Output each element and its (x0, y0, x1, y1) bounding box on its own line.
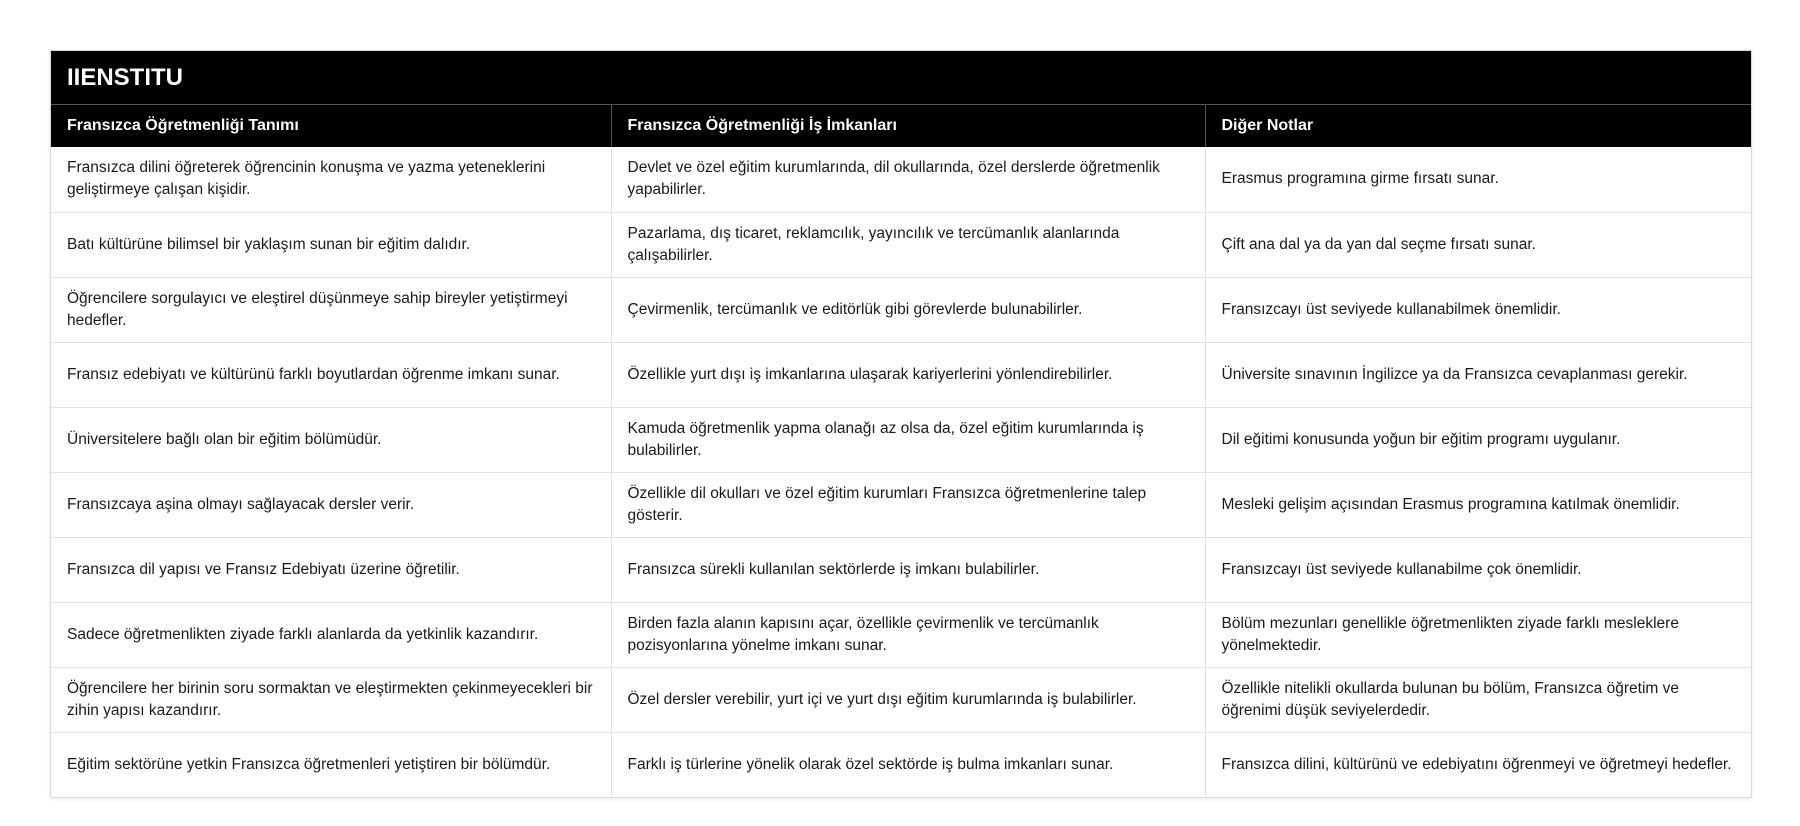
table-row (51, 342, 1751, 407)
table-cell: Fransız edebiyatı ve kültürünü farklı boyutlardan öğrenme imkanı sunar. (51, 342, 611, 407)
table-cell: Eğitim sektörüne yetkin Fransızca öğretmenleri yetiştiren bir bölümdür. (51, 732, 611, 797)
table-cell: Birden fazla alanın kapısını açar, özellikle çevirmenlik ve tercümanlık pozisyonlarına yönelme imkanı sunar. (611, 602, 1205, 667)
table-row (51, 732, 1751, 797)
table-cell: Farklı iş türlerine yönelik olarak özel sektörde iş bulma imkanları sunar. (611, 732, 1205, 797)
table-row (51, 147, 1751, 212)
column-header-other-notes: Diğer Notlar (1205, 105, 1751, 147)
table-cell: Fransızcaya aşina olmayı sağlayacak dersler verir. (51, 472, 611, 537)
table-row (51, 667, 1751, 732)
table-row (51, 472, 1751, 537)
table-cell: Üniversite sınavının İngilizce ya da Fransızca cevaplanması gerekir. (1205, 342, 1751, 407)
table-cell: Çevirmenlik, tercümanlık ve editörlük gibi görevlerde bulunabilirler. (611, 277, 1205, 342)
table-cell: Fransızca dilini öğreterek öğrencinin konuşma ve yazma yeteneklerini geliştirmeye çalışan kişidir. (51, 147, 611, 212)
table-row (51, 537, 1751, 602)
table-cell: Fransızcayı üst seviyede kullanabilme çok önemlidir. (1205, 537, 1751, 602)
table-cell: Sadece öğretmenlikten ziyade farklı alanlarda da yetkinlik kazandırır. (51, 602, 611, 667)
table-cell: Fransızca dilini, kültürünü ve edebiyatını öğrenmeyi ve öğretmeyi hedefler. (1221, 755, 1732, 773)
table-cell: Özellikle dil okulları ve özel eğitim kurumları Fransızca öğretmenlerine talep gösterir. (611, 472, 1205, 537)
table-cell: Fransızcayı üst seviyede kullanabilmek önemlidir. (1205, 277, 1751, 342)
table-row (51, 212, 1751, 277)
table-cell: Fransızca dil yapısı ve Fransız Edebiyatı üzerine öğretilir. (51, 537, 611, 602)
table-row (51, 407, 1751, 472)
table-cell: Öğrencilere sorgulayıcı ve eleştirel düşünmeye sahip bireyler yetiştirmeyi hedefler. (51, 277, 611, 342)
column-header-job-opportunities: Fransızca Öğretmenliği İş İmkanları (611, 105, 1205, 147)
data-table-container (50, 50, 1752, 798)
table-cell: Bölüm mezunları genellikle öğretmenlikten ziyade farklı mesleklere yönelmektedir. (1205, 602, 1751, 667)
header-row (51, 105, 1751, 147)
table-cell: Dil eğitimi konusunda yoğun bir eğitim programı uygulanır. (1205, 407, 1751, 472)
table-row (51, 277, 1751, 342)
table-cell: Fransızca sürekli kullanılan sektörlerde iş imkanı bulabilirler. (611, 537, 1205, 602)
table-header (51, 105, 1751, 147)
table-cell: Devlet ve özel eğitim kurumlarında, dil okullarında, özel derslerde öğretmenlik yapabilirler. (611, 147, 1205, 212)
table-row (51, 602, 1751, 667)
data-table (51, 105, 1751, 797)
table-cell: Kamuda öğretmenlik yapma olanağı az olsa da, özel eğitim kurumlarında iş bulabilirler. (611, 407, 1205, 472)
table-cell: Pazarlama, dış ticaret, reklamcılık, yayıncılık ve tercümanlık alanlarında çalışabilirler. (611, 212, 1205, 277)
column-header-definition: Fransızca Öğretmenliği Tanımı (51, 105, 611, 147)
table-cell: Erasmus programına girme fırsatı sunar. (1205, 147, 1751, 212)
brand-title: IIENSTITU (51, 51, 1751, 105)
table-cell: Çift ana dal ya da yan dal seçme fırsatı sunar. (1205, 212, 1751, 277)
table-cell: Özellikle yurt dışı iş imkanlarına ulaşarak kariyerlerini yönlendirebilirler. (611, 342, 1205, 407)
table-cell: Batı kültürüne bilimsel bir yaklaşım sunan bir eğitim dalıdır. (51, 212, 611, 277)
table-cell: Özellikle nitelikli okullarda bulunan bu bölüm, Fransızca öğretim ve öğrenimi düşük seviyelerdedir. (1205, 667, 1751, 732)
table-body (51, 147, 1751, 797)
table-cell: Üniversitelere bağlı olan bir eğitim bölümüdür. (51, 407, 611, 472)
table-cell: Mesleki gelişim açısından Erasmus programına katılmak önemlidir. (1205, 472, 1751, 537)
table-cell: Öğrencilere her birinin soru sormaktan ve eleştirmekten çekinmeyecekleri bir zihin yapısı kazandırır. (51, 667, 611, 732)
table-cell: Özel dersler verebilir, yurt içi ve yurt dışı eğitim kurumlarında iş bulabilirler. (611, 667, 1205, 732)
